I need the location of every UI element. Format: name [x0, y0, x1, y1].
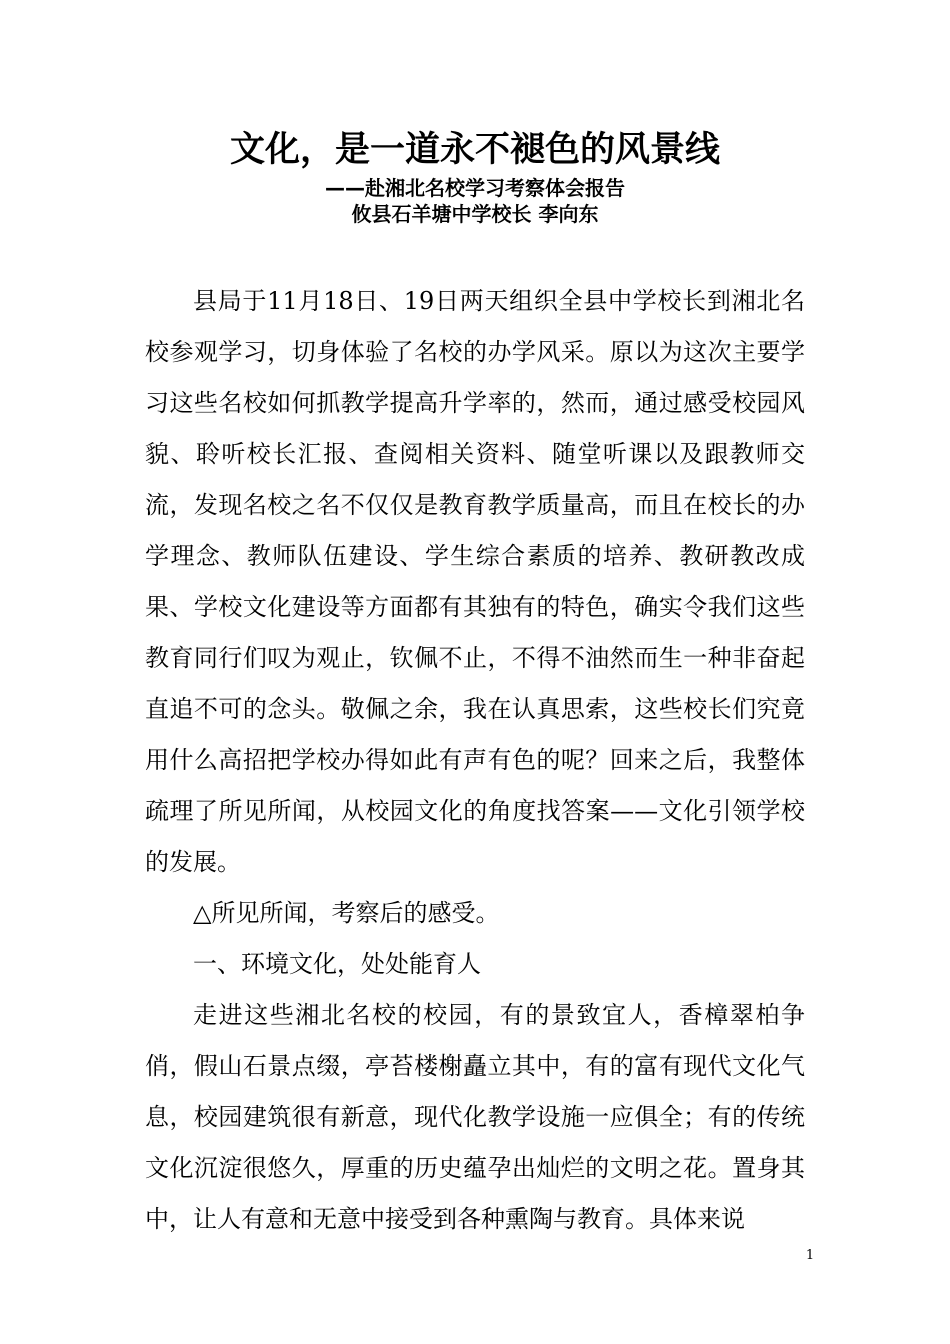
document-body	[145, 276, 805, 1245]
paragraph-section-marker: △所见所闻，考察后的感受。	[193, 899, 500, 927]
paragraph-intro: 县局于11月18日、19日两天组织全县中学校长到湘北名校参观学习，切身体验了名校的办学风采。原以为这次主要学习这些名校如何抓教学提高升学率的，然而，通过感受校园风貌、聆听校长汇报、查阅相关资料、随堂听课以及跟教师交流，发现名校之名不仅仅是教育教学质量高，而且在校长的办学理念、教师队伍建设、学生综合素质的培养、教研教改成果、学校文化建设等方面都有其独有的特色，确实令我们这些教育同行们叹为观止，钦佩不止，不得不油然而生一种非奋起直追不可的念头。敬佩之余，我在认真思索，这些校长们究竟用什么高招把学校办得如此有声有色的呢？回来之后，我整体疏理了所见所闻，从校园文化的角度找答案——文化引领学校的发展。	[145, 287, 805, 876]
paragraph-heading-environment: 一、环境文化，处处能育人	[193, 950, 481, 978]
page-number: 1	[805, 1248, 815, 1263]
document-subtitle: ——赴湘北名校学习考察体会报告	[325, 176, 625, 200]
paragraph-environment: 走进这些湘北名校的校园，有的景致宜人，香樟翠柏争俏，假山石景点缀，亭苔楼榭矗立其中，有的富有现代文化气息，校园建筑很有新意，现代化教学设施一应俱全；有的传统文化沉淀很悠久，厚重的历史蕴孕出灿烂的文明之花。置身其中，让人有意和无意中接受到各种熏陶与教育。具体来说	[145, 1001, 805, 1233]
document-title: 文化，是一道永不褪色的风景线	[229, 130, 720, 170]
author-line: 攸县石羊塘中学校长 李向东	[351, 202, 599, 226]
